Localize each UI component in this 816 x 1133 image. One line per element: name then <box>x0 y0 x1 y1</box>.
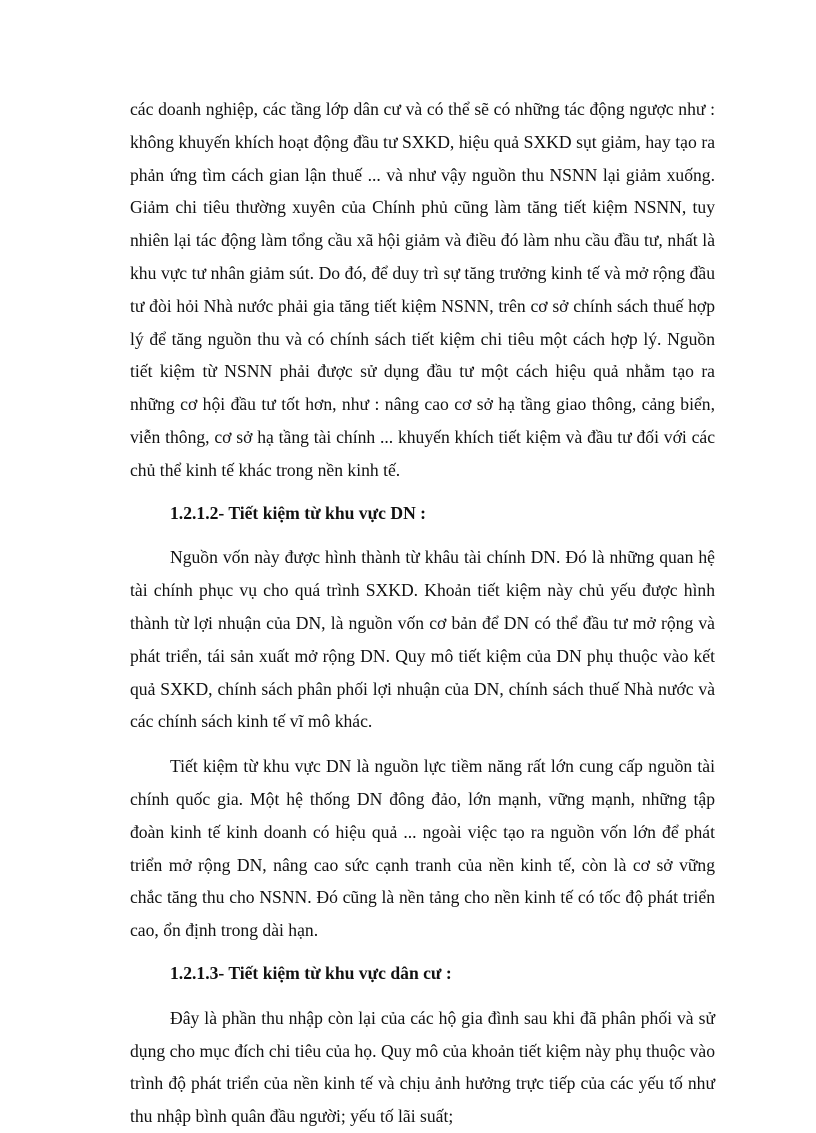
paragraph-continued: các doanh nghiệp, các tầng lớp dân cư và có thể sẽ có những tác động ngược như : không khuyến khích hoạt động đầu tư SXKD, hiệu quả SXKD sụt giảm, hay tạo ra phản ứng tìm cách gian lận thuế ... và như vậy nguồn thu NSNN lại giảm xuống. Giảm chi tiêu thường xuyên của Chính phủ cũng làm tăng tiết kiệm NSNN, tuy nhiên lại tác động làm tổng cầu xã hội giảm và điều đó làm nhu cầu đầu tư, nhất là khu vực tư nhân giảm sút. Do đó, để duy trì sự tăng trưởng kinh tế và mở rộng đầu tư đòi hỏi Nhà nước phải gia tăng tiết kiệm NSNN, trên cơ sở chính sách thuế hợp lý để tăng nguồn thu và có chính sách tiết kiệm chi tiêu một cách hợp lý. Nguồn tiết kiệm từ NSNN phải được sử dụng đầu tư một cách hiệu quả nhằm tạo ra những cơ hội đầu tư tốt hơn, như : nâng cao cơ sở hạ tầng giao thông, cảng biển, viễn thông, cơ sở hạ tầng tài chính ... khuyến khích tiết kiệm và đầu tư đối với các chủ thể kinh tế khác trong nền kinh tế. <box>130 99 715 480</box>
paragraph-household-savings: Đây là phần thu nhập còn lại của các hộ gia đình sau khi đã phân phối và sử dụng cho mục đích chi tiêu của họ. Quy mô của khoản tiết kiệm này phụ thuộc vào trình độ phát triển của nền kinh tế và chịu ảnh hưởng trực tiếp của các yếu tố như thu nhập bình quân đầu người; yếu tố lãi suất; <box>130 1007 715 1127</box>
section-heading-1-2-1-3: 1.2.1.3- Tiết kiệm từ khu vực dân cư : <box>170 962 452 983</box>
document-page <box>130 93 715 1133</box>
paragraph-enterprise-savings-potential: Tiết kiệm từ khu vực DN là nguồn lực tiềm năng rất lớn cung cấp nguồn tài chính quốc gia. Một hệ thống DN đông đảo, lớn mạnh, vững mạnh, những tập đoàn kinh tế kinh doanh có hiệu quả ... ngoài việc tạo ra nguồn vốn lớn để phát triển mở rộng DN, nâng cao sức cạnh tranh của nền kinh tế, còn là cơ sở vững chắc tăng thu cho NSNN. Đó cũng là nền tảng cho nền kinh tế có tốc độ phát triển cao, ổn định trong dài hạn. <box>130 756 715 941</box>
paragraph-enterprise-savings-source: Nguồn vốn này được hình thành từ khâu tài chính DN. Đó là những quan hệ tài chính phục vụ cho quá trình SXKD. Khoản tiết kiệm này chủ yếu được hình thành từ lợi nhuận của DN, là nguồn vốn cơ bản để DN có thể đầu tư mở rộng và phát triển, tái sản xuất mở rộng DN. Quy mô tiết kiệm của DN phụ thuộc vào kết quả SXKD, chính sách phân phối lợi nhuận của DN, chính sách thuế Nhà nước và các chính sách kinh tế vĩ mô khác. <box>130 547 715 732</box>
section-heading-1-2-1-2: 1.2.1.2- Tiết kiệm từ khu vực DN : <box>170 502 427 523</box>
